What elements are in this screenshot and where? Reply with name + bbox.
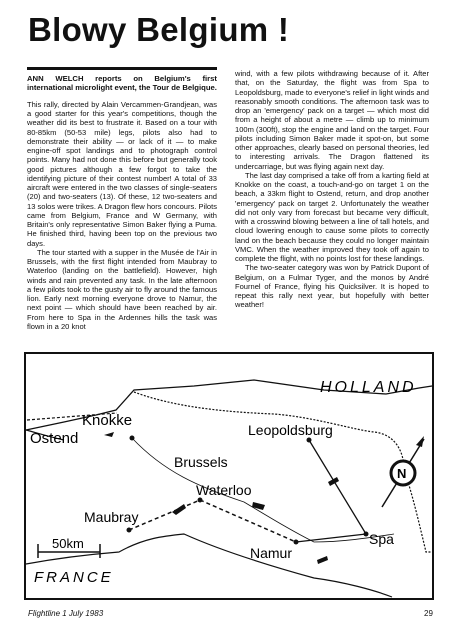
ostend-label: Ostend [30,430,79,447]
namur-marker [294,540,299,545]
waterloo-label: Waterloo [196,482,252,498]
maubray-marker [127,528,132,533]
knokke-marker [130,436,135,441]
scale-label: 50km [52,536,84,551]
leopoldsburg-label: Leopoldsburg [248,422,333,438]
maubray-label: Maubray [84,509,139,525]
waterloo-marker [198,498,203,503]
holland-label: HOLLAND [320,379,417,396]
knokke-label: Knokke [82,412,133,429]
right-column [235,69,429,310]
namur-label: Namur [250,545,293,561]
route-maubray-waterloo [129,500,200,530]
left-column [27,68,217,331]
body-paragraph: wind, with a few pilots withdrawing because of it. After that, on the Saturday, the flight was from Spa to Leopoldsburg, made to everyone's relief in light winds and reasonably smooth conditions. The afternoon task was to drop an 'emergency' pack on a target — which most did from a height of about a metre — climb up to minimum 100m (300ft), stop the engine and land on the target. Four pilots including Simon Baker made it spot-on, but some other approaches, clearly based on personal theories, led to interesting arrivals. The Dragon flattened its undercarriage, but was flying again next day. [235,69,430,171]
compass-label: N [397,466,407,481]
france-label: FRANCE [34,569,114,586]
leopoldsburg-marker [307,438,312,443]
body-paragraph: The last day comprised a take off from a karting field at Knokke on the coast, a touch-and-go on target 1 on the beach, a 33km flight to Ostend, return, and drop another 'emergency' pack on target 2. Unfortunately the weather did not only vary from forecast but became very difficult, with a crosswind blowing between a line of tall hotels, and cloud lowering enough to cause some pilots to correctly land on the beach because they could no longer maintain VMC. When the weather improved they took off again to complete the flight, with no points lost for these landings. [235,170,429,263]
body-paragraph: The two-seater category was won by Patrick Dupont of Belgium, on a Fulmar Tyger, and the monos by André Fournel of France, flying his Quicksilver. It is hoped to repeat this rally next year, but hopefully with better weather! [235,263,429,310]
route-map-svg [24,352,434,600]
footer-publication: Flightline 1 July 1983 [28,609,104,618]
compass-icon [382,436,424,507]
dutch-border [134,392,432,552]
intro-standfirst: ANN WELCH reports on Belgium's first international microlight event, the Tour de Belgique. [27,74,217,93]
page-number: 29 [424,609,433,618]
route-map [24,352,434,600]
article-title: Blowy Belgium ! [28,11,290,48]
spa-label: Spa [369,531,394,547]
river [132,438,394,542]
body-paragraph: The tour started with a supper in the Musée de l'Air in Brussels, with the first flight intended from Maubray to Waterloo (landing on the battlefield). However, high winds and rain prevented any task. In the late afternoon a few pilots took to the gusty air to fly around the famous lion. Early next morning everyone drove to Namur, the next point — which should have been reached by air. From here to Spa in the Ardennes hills the task was flown in a 20 knot [27,247,217,331]
brussels-label: Brussels [174,454,228,470]
route-spa-leopoldsburg [309,440,366,534]
body-paragraph: This rally, directed by Alain Vercammen-Grandjean, was a good starter for this year's competitions, though the weather did its best to frustrate it. Based on a tour with 80-85km (50-53 mile) legs, pilots also had to demonstrate their ability — or lack of it — to make engine-off spot landings and to photograph control points. Many had not done this before but generally took good pictures although a few forgot to take the identifying picture of their contest number! A total of 33 aircraft were entered in the two classes of single-seaters (20) and two-seaters (13). Of these, 12 two-seaters and 13 solos were trikes. A Dragon flew hors concours. Pilots came from Belgium, France and W Germany, with Britain's only representative Simon Baker flying a Puma. He finished third, having been top on the previous two days. [27,99,217,248]
route-waterloo-namur [200,500,296,542]
spa-marker [364,532,369,537]
